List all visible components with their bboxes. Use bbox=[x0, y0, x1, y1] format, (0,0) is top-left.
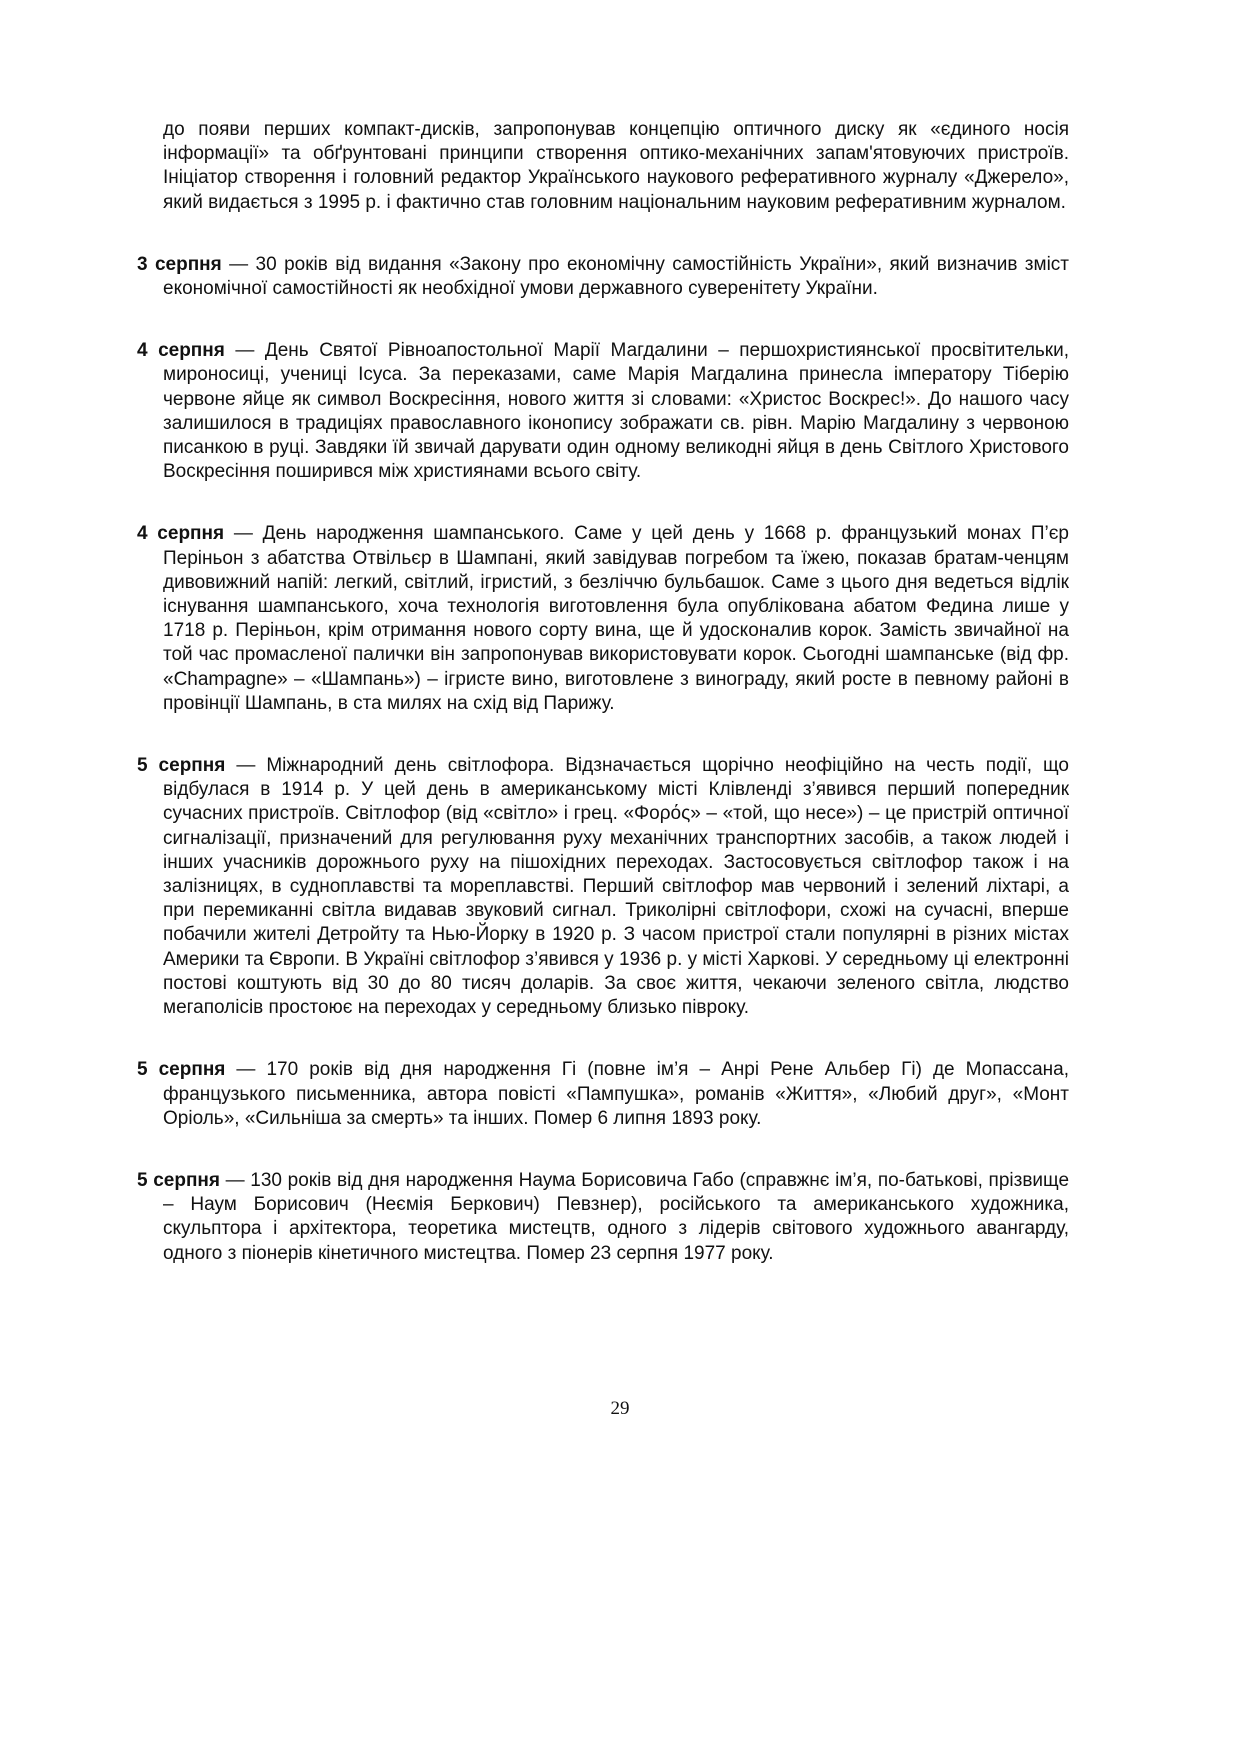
continuation-paragraph: до появи перших компакт-дисків, запропонував концепцію оптичного диску як «єдиного носія інформації» та обґрунтовані принципи створення оптико-механічних запам'ятовуючих пристроїв. Ініціатор створення і головний редактор Українського наукового реферативного журналу «Джерело», який видається з 1995 р. і фактично став головним національним науковим реферативним журналом. bbox=[163, 119, 1069, 213]
entry-date: 5 серпня bbox=[137, 1059, 226, 1081]
entry-text: — Міжнародний день світлофора. Відзначається щорічно неофіційно на честь події, що відбулася в 1914 р. У цей день в американському місті Клівленді з’явився перший попередник сучасних пристроїв. Світлофор (від «світло» і грец. «Φορός» – «той, що несе») – це пристрій оптичної сигналізації, призначений для регулювання руху механічних транспортних засобів, а також людей і інших учасників дорожнього руху на пішохідних переходах. Застосовується світлофор також і на залізницях, в судноплавстві та мореплавстві. Перший світлофор мав червоний і зелений ліхтарі, а при перемиканні світла видавав звуковий сигнал. Триколірні світлофори, схожі на сучасні, вперше побачили жителі Детройту та Нью-Йорку в 1920 р. З часом пристрої стали популярні в різних містах Америки та Європи. В Україні світлофор з’явився у 1936 р. у місті Харкові. У середньому ці електронні постові коштують від 30 до 80 тисяч доларів. За своє життя, чекаючи зеленого світла, людство мегаполісів простоює на переходах у середньому близько півроку. bbox=[163, 755, 1069, 1019]
entry-aug5-traffic-light-day bbox=[137, 754, 1069, 1020]
entry-text: — 130 років від дня народження Наума Борисовича Габо (справжнє ім’я, по-батькові, прізвище – Наум Борисович (Неємія Беркович) Певзнер), російського та американського художника, скульптора і архітектора, теоретика мистецтв, одного з лідерів світового художнього авангарду, одного з піонерів кінетичного мистецтва. Помер 23 серпня 1977 року. bbox=[163, 1169, 1070, 1264]
entry-text: — 30 років від видання «Закону про економічну самостійність України», який визначив зміст економічної самостійності як необхідної умови державного суверенітету України. bbox=[163, 253, 1070, 300]
entry-date: 4 серпня bbox=[137, 340, 225, 362]
entry-aug5-maupassant bbox=[137, 1058, 1069, 1131]
entry-text: — 170 років від дня народження Гі (повне ім’я – Анрі Рене Альбер Гі) де Мопассана, французького письменника, автора повісті «Пампушка», романів «Життя», «Любий друг», «Монт Оріоль», «Сильніша за смерть» та інших. Помер 6 липня 1893 року. bbox=[163, 1059, 1069, 1129]
page-content bbox=[137, 118, 1069, 1304]
page-number: 29 bbox=[610, 1398, 630, 1419]
entry-aug3-economic-independence-law bbox=[137, 253, 1069, 301]
entry-aug5-gabo bbox=[137, 1169, 1069, 1266]
entry-text: — День народження шампанського. Саме у цей день у 1668 р. французький монах П’єр Періньон з абатства Отвільєр в Шампані, який завідував погребом та їжею, показав братам-ченцям дивовижний напій: легкий, світлий, ігристий, з безліччю бульбашок. Саме з цього дня ведеться відлік існування шампанського, хоча технологія виготовлення була опублікована абатом Федина лише у 1718 р. Періньон, крім отримання нового сорту вина, ще й удосконалив корок. Замість звичайної на той час промасленої палички він запропонував використовувати корок. Сьогодні шампанське (від фр. «Champagne» – «Шампань») – ігристе вино, виготовлене з винограду, який росте в певному районі в провінції Шампань, в ста милях на схід від Парижу. bbox=[163, 523, 1069, 714]
entry-date: 3 серпня bbox=[137, 253, 222, 275]
entry-aug4-mary-magdalene bbox=[137, 339, 1069, 484]
entry-aug4-champagne bbox=[137, 522, 1069, 716]
entry-date: 5 серпня bbox=[137, 755, 226, 777]
entry-date: 4 серпня bbox=[137, 523, 225, 545]
entry-date: 5 серпня bbox=[137, 1169, 220, 1191]
entry-text: — День Святої Рівноапостольної Марії Магдалини – першохристиянської просвітительки, мироносиці, учениці Ісуса. За переказами, саме Марія Магдалина принесла імператору Тіберію червоне яйце як символ Воскресіння, нового життя зі словами: «Христос Воскрес!». До нашого часу залишилося в традиціях православного іконопису зображати св. рівн. Марію Магдалину з червоною писанкою в руці. Завдяки їй звичай дарувати один одному великодні яйця в день Світлого Христового Воскресіння поширився між християнами всього світу. bbox=[163, 340, 1070, 483]
